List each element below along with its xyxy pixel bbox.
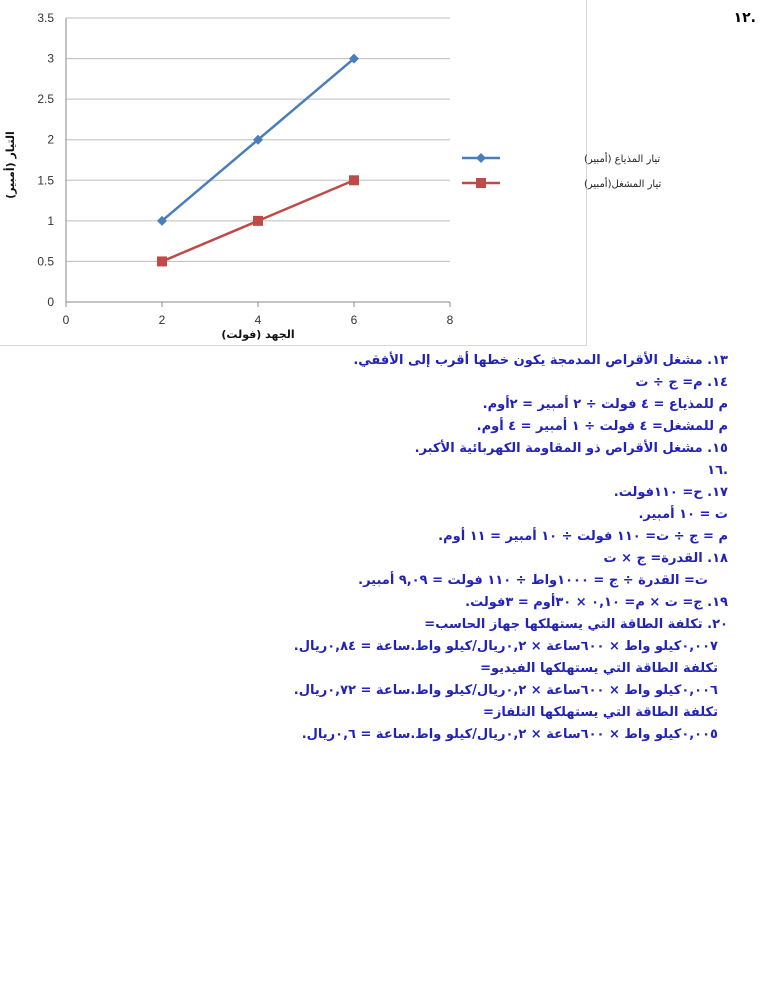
answer-line: .١٦ <box>707 463 728 478</box>
y-tick-label: 0 <box>47 295 54 309</box>
legend-label: تيار المشغل(أمبير) <box>584 179 662 190</box>
y-tick-label: 0.5 <box>37 254 54 269</box>
data-point-marker <box>253 216 263 226</box>
y-tick-label: 2.5 <box>37 92 54 107</box>
legend-marker <box>476 178 486 188</box>
x-tick-label: 6 <box>350 313 358 327</box>
answer-line: م للمشغل= ٤ فولت ÷ ١ أمبير = ٤ أوم. <box>476 419 728 434</box>
answer-line: م = ج ÷ ت= ١١٠ فولت ÷ ١٠ أمبير = ١١ أوم. <box>438 529 728 544</box>
answer-line: ١٤. م= ج ÷ ت <box>635 375 728 390</box>
answer-line: ١٧. ح= ١١٠فولت. <box>613 485 728 500</box>
x-axis-label: الجهد (فولت) <box>221 328 295 341</box>
answer-line: ٢٠. تكلفة الطاقة التي يستهلكها جهاز الحاسب= <box>424 617 728 632</box>
y-tick-label: 3.5 <box>37 11 54 25</box>
y-tick-label: 2 <box>47 132 54 147</box>
answers-block <box>28 350 728 746</box>
answer-line: تكلفة الطاقة التي يستهلكها التلفاز= <box>482 705 718 720</box>
legend-marker <box>476 153 486 163</box>
y-axis-label: التيار (أمبير) <box>4 131 17 199</box>
answer-line: ت = ١٠ أمبير. <box>638 507 728 522</box>
y-tick-label: 1.5 <box>37 173 54 188</box>
x-tick-label: 0 <box>62 313 70 327</box>
answer-line: تكلفة الطاقة التي يستهلكها الفيديو= <box>480 661 718 676</box>
answer-line: ١٩. ج= ت × م= ٠,١٠ × ٣٠أوم = ٣فولت. <box>465 595 728 610</box>
x-tick-label: 4 <box>254 313 262 327</box>
legend-label: تيار المذياع (أمبير) <box>584 154 661 165</box>
answer-line: ت= القدرة ÷ ج = ١٠٠٠واط ÷ ١١٠ فولت = ٩,٠٩ أمبير. <box>358 573 708 588</box>
answer-line: ١٨. القدرة= ج × ت <box>603 551 728 566</box>
data-point-marker <box>157 256 167 266</box>
answer-line: ٠,٠٠٥كيلو واط × ٦٠٠ساعة × ٠,٢ريال/كيلو واط.ساعة = ٠,٦ريال. <box>301 727 718 742</box>
line-chart <box>0 0 662 345</box>
answer-line: م للمذياع = ٤ فولت ÷ ٢ أمبير = ٢أوم. <box>482 397 728 412</box>
x-tick-label: 2 <box>158 313 166 327</box>
x-tick-label: 8 <box>446 313 454 327</box>
question-number: .١٢ <box>733 10 756 26</box>
y-tick-label: 3 <box>47 51 54 66</box>
answer-line: ١٥. مشغل الأقراص ذو المقاومة الكهربائية الأكبر. <box>414 441 728 456</box>
answer-line: ٠,٠٠٧كيلو واط × ٦٠٠ساعة × ٠,٢ريال/كيلو واط.ساعة = ٠,٨٤ريال. <box>293 639 718 654</box>
data-point-marker <box>349 175 359 185</box>
y-tick-label: 1 <box>47 213 54 228</box>
answer-line: ٠,٠٠٦كيلو واط × ٦٠٠ساعة × ٠,٢ريال/كيلو واط.ساعة = ٠,٧٢ريال. <box>293 683 718 698</box>
chart-panel <box>0 0 662 346</box>
answer-line: ١٣. مشغل الأقراص المدمجة يكون خطها أقرب إلى الأفقي. <box>353 353 728 368</box>
